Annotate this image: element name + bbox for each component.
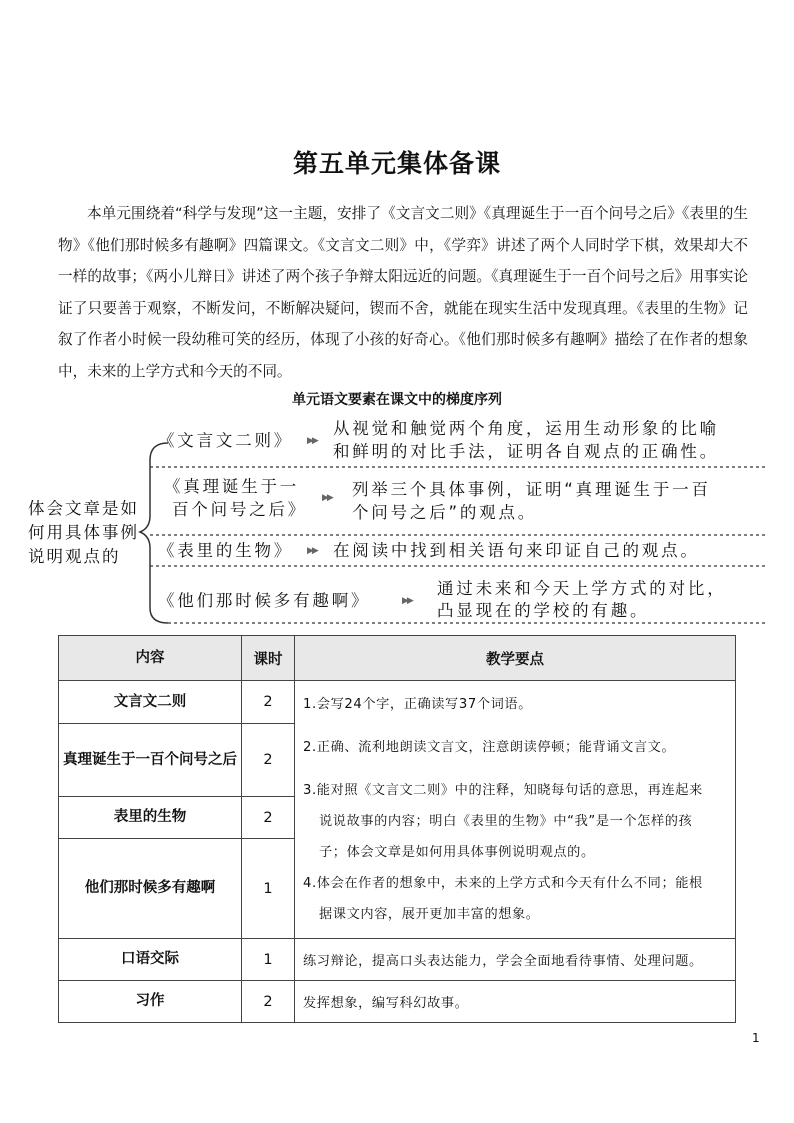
row-content: 真理诞生于一百个问号之后 xyxy=(59,724,242,797)
row-content: 文言文二则 xyxy=(59,681,242,724)
point-line: 说说故事的内容；明白《表里的生物》中“我”是一个怎样的孩 xyxy=(319,814,693,829)
point-line: 子；体会文章是如何用具体事例说明观点的。 xyxy=(319,845,595,860)
branch-title: 《表里的生物》 xyxy=(158,541,294,560)
branch-desc: 通过未来和今天上学方式的对比， xyxy=(437,579,727,598)
row-hours: 2 xyxy=(242,724,295,797)
branch-desc: 从视觉和触觉两个角度，运用生动形象的比喻 xyxy=(333,419,719,438)
row-hours: 2 xyxy=(242,797,295,839)
point-line: 3.能对照《文言文二则》中的注释，知晓每句话的意思，再连起来 xyxy=(303,783,703,798)
table-row xyxy=(59,681,736,724)
intro-paragraph: 本单元围绕着“科学与发现”这一主题，安排了《文言文二则》《真理诞生于一百个问号之后》《表里的生物》《他们那时候多有趣啊》四篇课文。《文言文二则》中，《学弈》讲述了两个人同时学下棋，效果却大不一样的故事；《两小儿辩日》讲述了两个孩子争辩太阳远近的问题。《真理诞生于一百个问号之后》用事实论证了只要善于观察，不断发问，不断解决疑问，锲而不舍，就能在现实生活中发现真理。《表里的生物》记叙了作者小时候一段幼稚可笑的经历，体现了小孩的好奇心。《他们那时候多有趣啊》描绘了在作者的想象中，未来的上学方式和今天的不同。 xyxy=(58,205,748,380)
row-hours: 1 xyxy=(242,839,295,939)
row-content: 他们那时候多有趣啊 xyxy=(59,839,242,939)
gradient-diagram xyxy=(0,410,794,630)
branch-desc: 在阅读中找到相关语句来印证自己的观点。 xyxy=(333,541,700,560)
lesson-plan-table xyxy=(58,635,736,1023)
point-line: 2.正确、流利地朗读文言文，注意朗读停顿；能背诵文言文。 xyxy=(303,740,676,755)
branch-desc: 列举三个具体事例，证明“真理诞生于一百 xyxy=(352,480,711,499)
diagram-subtitle: 单元语文要素在课文中的梯度序列 xyxy=(292,392,502,408)
diagram-root: 体会文章是如何用具体事例说明观点的 xyxy=(28,499,139,566)
branch-desc: 个问号之后”的观点。 xyxy=(352,503,538,522)
arrow-icon: ▶▶ xyxy=(402,596,412,606)
branch-desc: 和鲜明的对比手法，证明各自观点的正确性。 xyxy=(333,442,719,461)
row-points: 发挥想象，编写科幻故事。 xyxy=(295,981,736,1023)
point-line: 据课文内容，展开更加丰富的想象。 xyxy=(319,907,540,922)
branch-title: 《文言文二则》 xyxy=(158,431,294,450)
branch-title: 《真理诞生于一 xyxy=(164,477,300,496)
branch-desc: 凸显现在的学校的有趣。 xyxy=(437,601,650,620)
table-row xyxy=(59,981,736,1023)
row-hours: 2 xyxy=(242,981,295,1023)
arrow-icon: ▶▶ xyxy=(307,436,317,446)
row-hours: 2 xyxy=(242,681,295,724)
table-row xyxy=(59,939,736,981)
page-number: 1 xyxy=(752,1031,760,1045)
header-points: 教学要点 xyxy=(295,636,736,681)
row-content: 习作 xyxy=(59,981,242,1023)
point-line: 4.体会在作者的想象中，未来的上学方式和今天有什么不同；能根 xyxy=(303,876,703,891)
arrow-icon: ▶▶ xyxy=(307,546,317,556)
table-header-row xyxy=(59,636,736,681)
branch-title: 《他们那时候多有趣啊》 xyxy=(158,591,371,610)
header-hours: 课时 xyxy=(242,636,295,681)
page-title: 第五单元集体备课 xyxy=(292,149,501,178)
row-content: 表里的生物 xyxy=(59,797,242,839)
branch-title: 百个问号之后》 xyxy=(172,500,308,519)
arrow-icon: ▶▶ xyxy=(322,493,332,503)
header-content: 内容 xyxy=(59,636,242,681)
row-hours: 1 xyxy=(242,939,295,981)
row-content: 口语交际 xyxy=(59,939,242,981)
merged-points xyxy=(295,681,736,939)
point-line: 1.会写24个字，正确读写37个词语。 xyxy=(303,697,532,712)
row-points: 练习辩论，提高口头表达能力，学会全面地看待事情、处理问题。 xyxy=(295,939,736,981)
